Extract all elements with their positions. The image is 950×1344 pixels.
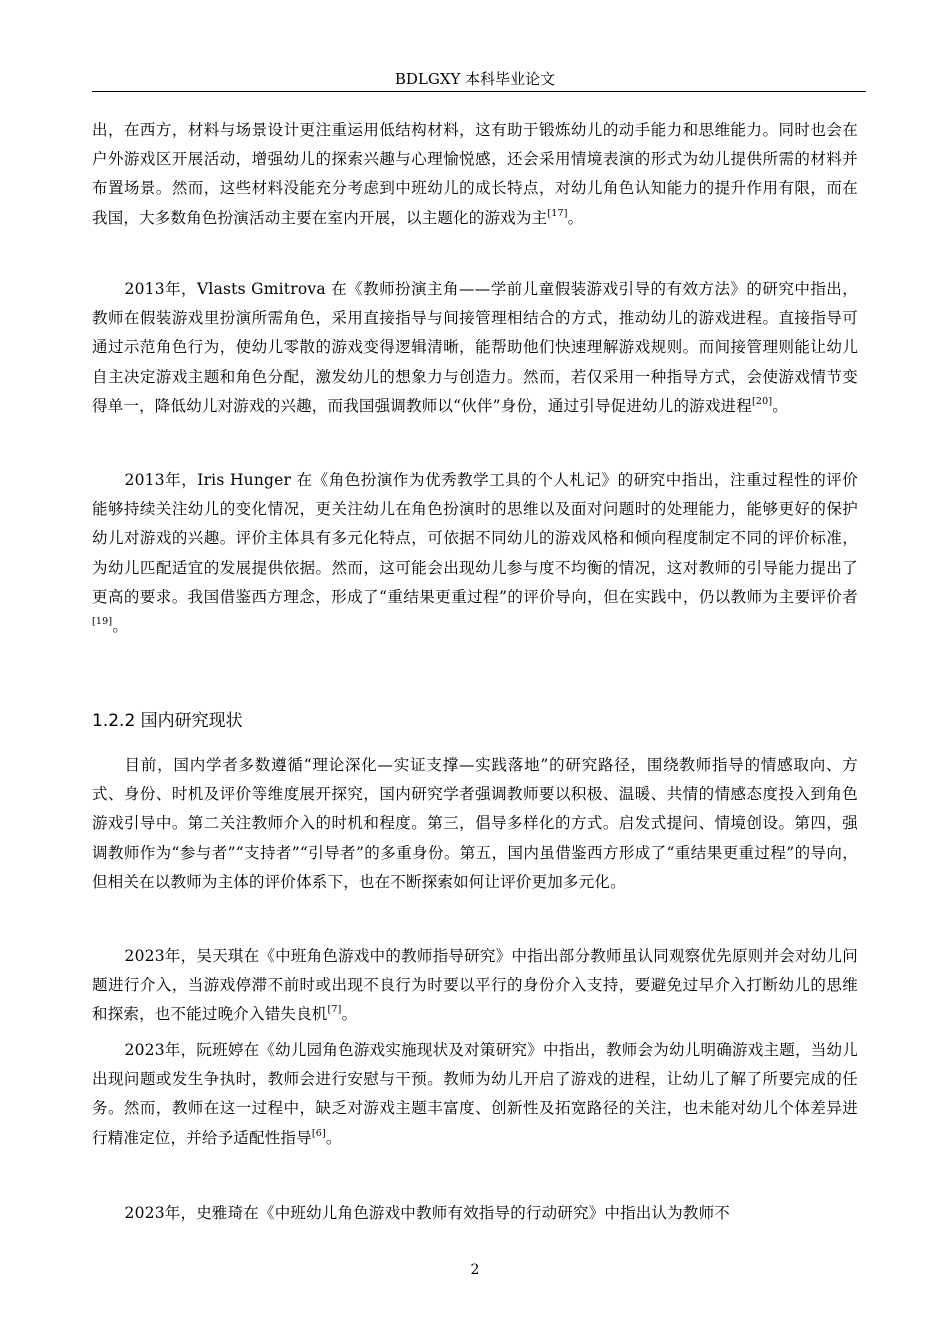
citation-ref: [17] <box>547 207 568 219</box>
body-paragraph <box>92 116 858 233</box>
paragraph-text: 2023年，吴天琪在《中班角色游戏中的教师指导研究》中指出部分教师虽认同观察优先原则并会对幼儿问题进行介入，当游戏停滞不前时或出现不良行为时要以平行的身份介入支持，要避免过早介入打断幼儿的思维和探索，也不能过晚介入错失良机 <box>92 947 858 1024</box>
paragraph-text: 出，在西方，材料与场景设计更注重运用低结构材料，这有助于锻炼幼儿的动手能力和思维能力。同时也会在户外游戏区开展活动，增强幼儿的探索兴趣与心理愉悦感，还会采用情境表演的形式为幼儿提供所需的材料并布置场景。然而，这些材料没能充分考虑到中班幼儿的成长特点，对幼儿角色认知能力的提升作用有限，而在我国，大多数角色扮演活动主要在室内开展，以主题化的游戏为主 <box>92 121 858 227</box>
paragraph-text: 目前，国内学者多数遵循“理论深化—实证支撑—实践落地”的研究路径，围绕教师指导的情感取向、方式、身份、时机及评价等维度展开探究，国内研究学者强调教师要以积极、温暖、共情的情感态度投入到角色游戏引导中。第二关注教师介入的时机和程度。第三，倡导多样化的方式。启发式提问、情境创设。第四，强调教师作为“参与者”“支持者”“引导者”的多重身份。第五，国内虽借鉴西方形成了“重结果更重过程”的导向，但相关在以教师为主体的评价体系下，也在不断探索如何让评价更加多元化。 <box>92 756 858 891</box>
body-paragraph <box>92 1036 858 1153</box>
section-heading: 1.2.2 国内研究现状 <box>92 711 243 731</box>
body-paragraph <box>92 466 858 641</box>
body-paragraph <box>92 942 858 1030</box>
body-paragraph <box>92 751 858 897</box>
page-number: 2 <box>470 1262 480 1278</box>
paragraph-tail: 。 <box>567 208 584 227</box>
body-paragraph <box>92 275 858 421</box>
paragraph-text: 2013年，Iris Hunger 在《角色扮演作为优秀教学工具的个人札记》的研究中指出，注重过程性的评价能够持续关注幼儿的变化情况，更关注幼儿在角色扮演时的思维以及面对问题时的处理能力，能够更好的保护幼儿对游戏的兴趣。评价主体具有多元化特点，可依据不同幼儿的游戏风格和倾向程度制定不同的评价标准，为幼儿匹配适宜的发展提供依据。然而，这可能会出现幼儿参与度不均衡的情况，这对教师的引导能力提出了更高的要求。我国借鉴西方理念，形成了“重结果更重过程”的评价导向，但在实践中，仍以教师为主要评价者 <box>92 471 858 606</box>
body-paragraph <box>92 1199 858 1228</box>
citation-ref: [20] <box>751 395 773 407</box>
paragraph-tail: 。 <box>112 617 129 636</box>
citation-ref: [7] <box>327 1004 342 1016</box>
citation-ref: [19] <box>92 616 113 628</box>
paragraph-tail: 。 <box>772 396 788 415</box>
running-header: BDLGXY 本科毕业论文 <box>394 70 556 88</box>
paragraph-text: 2023年，阮班婷在《幼儿园角色游戏实施现状及对策研究》中指出，教师会为幼儿明确游戏主题，当幼儿出现问题或发生争执时，教师会进行安慰与干预。教师为幼儿开启了游戏的进程，让幼儿了解了所要完成的任务。然而，教师在这一过程中，缺乏对游戏主题丰富度、创新性及拓宽路径的关注，也未能对幼儿个体差异进行精准定位，并给予适配性指导 <box>92 1041 858 1147</box>
paragraph-text: 2023年，史雅琦在《中班幼儿角色游戏中教师有效指导的行动研究》中指出认为教师不 <box>124 1204 730 1222</box>
citation-ref: [6] <box>311 1127 326 1139</box>
paragraph-text: 2013年，Vlasts Gmitrova 在《教师扮演主角——学前儿童假装游戏引导的有效方法》的研究中指出，教师在假装游戏里扮演所需角色，采用直接指导与间接管理相结合的方式，推动幼儿的游戏进程。直接指导可通过示范角色行为，使幼儿零散的游戏变得逻辑清晰，能帮助他们快速理解游戏规则。而间接管理则能让幼儿自主决定游戏主题和角色分配，激发幼儿的想象力与创造力。然而，若仅采用一种指导方式，会使游戏情节变得单一，降低幼儿对游戏的兴趣，而我国强调教师以“伙伴”身份，通过引导促进幼儿的游戏进程 <box>92 280 858 415</box>
header-rule <box>92 91 866 92</box>
paragraph-tail: 。 <box>341 1005 358 1024</box>
paragraph-tail: 。 <box>325 1128 342 1147</box>
